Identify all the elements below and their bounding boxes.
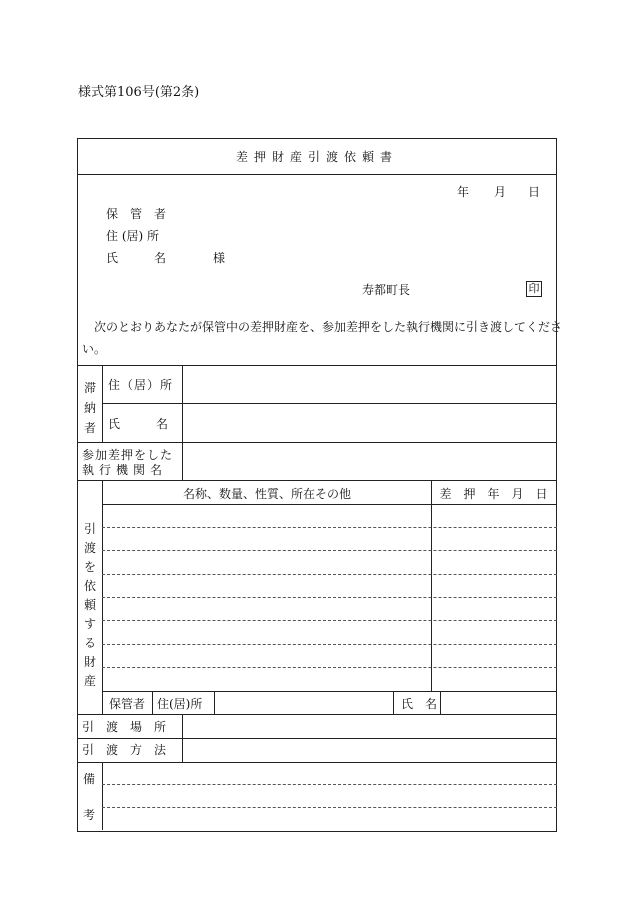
dashed-line (102, 784, 557, 785)
dashed-line (102, 807, 557, 808)
form-number: 様式第106号(第2条) (78, 85, 200, 100)
recipient-honorific: 様 (213, 251, 226, 265)
agency-label-line2: 執行機関名 (82, 463, 168, 477)
recipient-name-label: 氏 名 (106, 251, 167, 265)
divider (431, 480, 432, 691)
agency-label-line1: 参加差押をした (82, 448, 174, 462)
divider (393, 691, 394, 714)
body-text-line2: い。 (82, 342, 107, 356)
property-address-label: 住(居)所 (157, 697, 203, 711)
date-year-label: 年 (457, 185, 470, 199)
property-date-header: 差 押 年 月 日 (439, 487, 548, 501)
recipient-address-label: 住 (居) 所 (106, 229, 159, 243)
divider (77, 480, 557, 481)
seal-mark: 印 (526, 281, 542, 297)
property-name-label: 氏 名 (401, 697, 438, 711)
divider (77, 442, 557, 443)
property-custodian-label: 保管者 (109, 697, 146, 711)
date-day-label: 日 (528, 185, 541, 199)
divider (77, 738, 557, 739)
dashed-line (102, 527, 557, 528)
divider (182, 365, 183, 480)
divider (102, 762, 103, 830)
property-desc-header: 名称、数量、性質、所在その他 (182, 487, 351, 501)
divider (77, 714, 557, 715)
dashed-line (102, 620, 557, 621)
body-text-line1: 次のとおりあなたが保管中の差押財産を、参加差押をした執行機関に引き渡してくださ (94, 320, 563, 334)
remarks-label-char2: 考 (83, 808, 96, 822)
recipient-custodian-label: 保 管 者 (106, 207, 167, 221)
divider (102, 403, 557, 404)
delinquent-name-label: 氏 名 (108, 417, 169, 431)
delinquent-address-label: 住（居）所 (108, 378, 174, 392)
dashed-line (102, 574, 557, 575)
divider (152, 691, 153, 714)
sender-name: 寿都町長 (362, 283, 411, 297)
remarks-label-char1: 備 (83, 772, 96, 786)
dashed-line (102, 667, 557, 668)
divider (77, 174, 557, 175)
delivery-method-label: 引 渡 方 法 (82, 743, 167, 757)
document-title: 差押財産引渡依頼書 (235, 150, 398, 164)
divider (77, 365, 557, 366)
divider (102, 504, 557, 505)
divider (214, 691, 215, 714)
property-label: 引 渡 を 依 頼 す る 財 産 (83, 522, 96, 688)
dashed-line (102, 597, 557, 598)
date-month-label: 月 (494, 185, 507, 199)
divider (77, 762, 557, 763)
dashed-line (102, 644, 557, 645)
delivery-place-label: 引 渡 場 所 (82, 720, 167, 734)
divider (440, 691, 441, 714)
dashed-line (102, 550, 557, 551)
delinquent-label: 滞 納 者 (83, 381, 96, 435)
divider (102, 691, 557, 692)
